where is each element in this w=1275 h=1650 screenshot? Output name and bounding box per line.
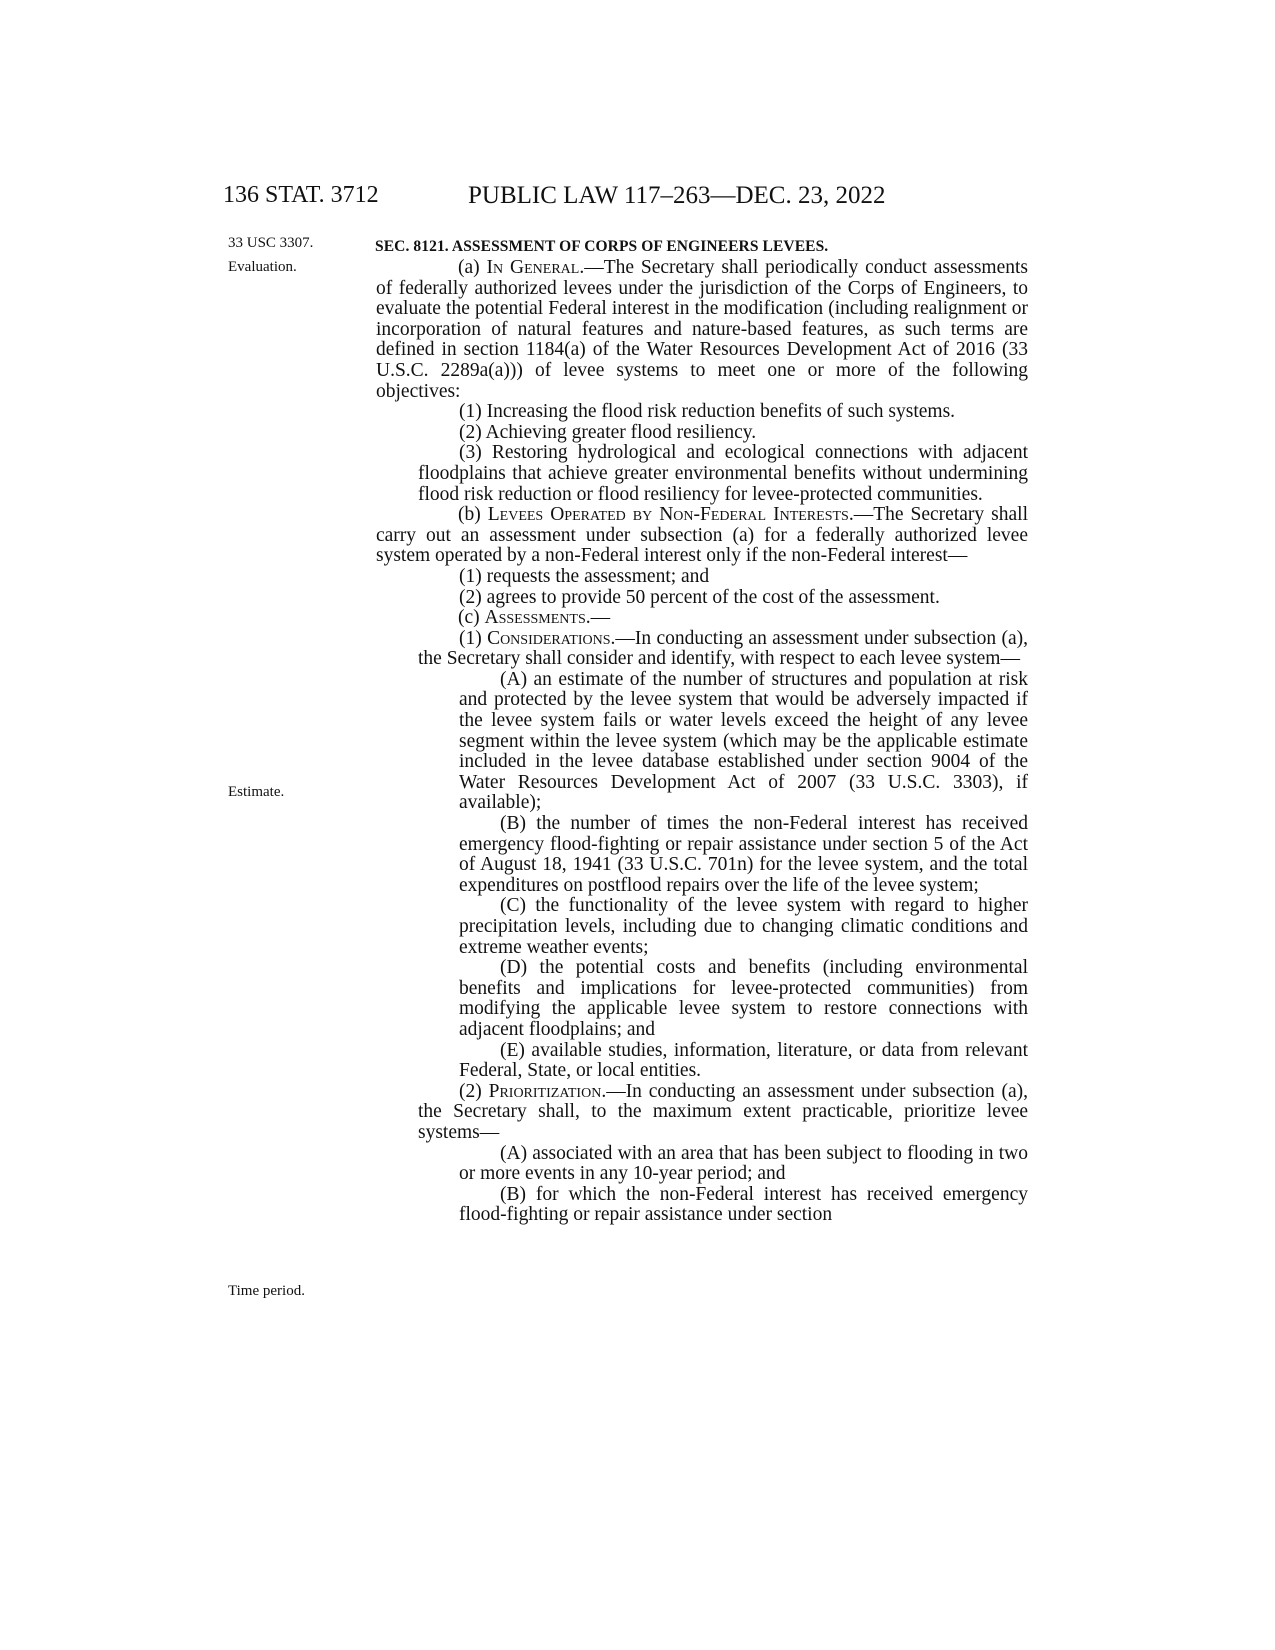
paragraph-c2-text: In conducting an assessment under subsection (a), the Secretary shall, to the maximum extent practicable, prioritize levee systems— — [418, 1080, 1028, 1143]
subsection-c — [376, 608, 1028, 629]
subsection-b-item-2: (2) agrees to provide 50 percent of the cost of the assessment. — [459, 586, 940, 608]
subsection-a-text: The Secretary shall periodically conduct assessments of federally authorized levees under the jurisdiction of the Corps of Engineers, to evaluate the potential Federal interest in the modification (including realignment or incorporation of natural features and nature-based features, as such terms are defined in section 1184(a) of the Water Resources Development Act of 2016 (33 U.S.C. 2289a(a))) of levee systems to meet one or more of the following objectives: — [376, 257, 1028, 402]
paragraph-c2-label: (2) — [459, 1080, 489, 1102]
paragraph-c1-text: In conducting an assessment under subsection (a), the Secretary shall consider and identify, with respect to each levee system— — [418, 627, 1028, 670]
paragraph-c1-item-e: (E) available studies, information, literature, or data from relevant Federal, State, or local entities. — [459, 1039, 1028, 1082]
paragraph-c2-item-b: (B) for which the non-Federal interest has received emergency flood-fighting or repair assistance under section — [459, 1183, 1028, 1226]
section-heading: SEC. 8121. ASSESSMENT OF CORPS OF ENGINEERS LEVEES. — [375, 238, 829, 255]
margin-note-usc: 33 USC 3307. — [228, 235, 314, 251]
paragraph-c2-dash: .— — [601, 1080, 626, 1102]
subsection-c-label: (c) — [458, 607, 485, 629]
subsection-a-item-1: (1) Increasing the flood risk reduction benefits of such systems. — [459, 401, 956, 423]
subsection-a-caption: In General — [486, 257, 580, 278]
subsection-b-dash: .— — [848, 504, 874, 526]
subsection-a — [376, 258, 1028, 402]
subsection-b — [376, 505, 1028, 567]
margin-note-estimate: Estimate. — [228, 784, 285, 800]
paragraph-c2-item-a: (A) associated with an area that has been subject to flooding in two or more events in any 10-year period; and — [459, 1142, 1028, 1185]
subsection-a-label: (a) — [458, 257, 487, 278]
stat-page-number: 136 STAT. 3712 — [223, 182, 379, 208]
paragraph-c1-item-d: (D) the potential costs and benefits (including environmental benefits and implications for levee-protected communities) from modifying the applicable levee system to restore connections with adjacent floodplains; and — [459, 957, 1028, 1040]
subsection-a-dash: .— — [579, 257, 604, 278]
paragraph-c1-label: (1) — [459, 627, 488, 649]
paragraph-c2-caption: Prioritization — [488, 1080, 602, 1102]
public-law-title: PUBLIC LAW 117–263—DEC. 23, 2022 — [468, 182, 886, 209]
page-header — [223, 182, 1023, 212]
margin-note-time-period: Time period. — [228, 1283, 305, 1299]
margin-note-evaluation: Evaluation. — [228, 259, 297, 275]
paragraph-c1 — [376, 629, 1028, 670]
subsection-a-item-3: (3) Restoring hydrological and ecological connections with adjacent floodplains that achieve greater environmental benefits without undermining flood risk reduction or flood resiliency for levee-protected communities. — [418, 442, 1028, 505]
subsection-b-caption: Levees Operated by Non-Federal Interests — [487, 504, 849, 526]
subsection-b-label: (b) — [458, 504, 488, 526]
paragraph-c1-dash: .— — [610, 627, 635, 649]
subsection-b-text: The Secretary shall carry out an assessment under subsection (a) for a federally authorized levee system operated by a non-Federal interest only if the non-Federal interest— — [376, 504, 1028, 567]
subsection-a-item-2: (2) Achieving greater flood resiliency. — [459, 421, 757, 443]
paragraph-c1-item-a: (A) an estimate of the number of structures and population at risk and protected by the levee system that would be adversely impacted if the levee system fails or water levels exceed the height of any levee segment within the levee system (which may be the applicable estimate included in the levee database established under section 9004 of the Water Resources Development Act of 2007 (33 U.S.C. 3303), if available); — [459, 668, 1028, 814]
paragraph-c2 — [376, 1082, 1028, 1144]
paragraph-c1-item-c: (C) the functionality of the levee system with regard to higher precipitation levels, including due to changing climatic conditions and extreme weather events; — [459, 895, 1028, 958]
subsection-b-item-1: (1) requests the assessment; and — [459, 565, 710, 587]
paragraph-c1-caption: Considerations — [487, 627, 611, 649]
section-body — [376, 258, 1028, 1226]
subsection-c-caption: Assessments — [484, 607, 586, 629]
paragraph-c1-item-b: (B) the number of times the non-Federal interest has received emergency flood-fighting or repair assistance under section 5 of the Act of August 18, 1941 (33 U.S.C. 701n) for the levee system, and the total expenditures on postflood repairs over the life of the levee system; — [459, 813, 1028, 896]
subsection-c-dash: .— — [585, 607, 611, 629]
